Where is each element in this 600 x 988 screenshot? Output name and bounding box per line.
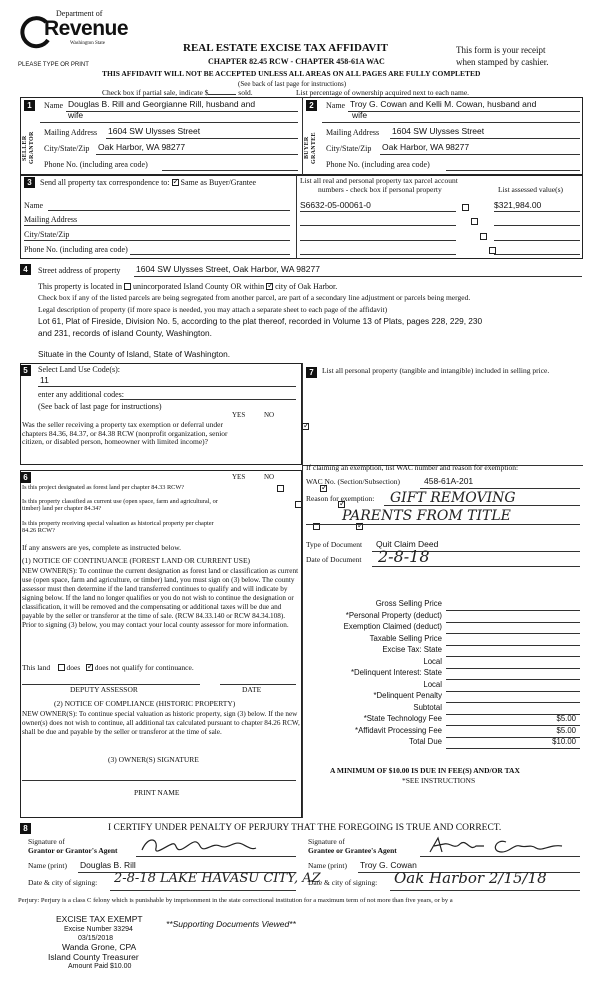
- does-not-checkbox[interactable]: [86, 664, 93, 671]
- notice-1-text: NEW OWNER(S): To continue the current designation as forest land or classification as current use (open space, farm and agriculture, or timber) land, you must sign on (3) below. The county assessor must then determine if the land transferred continues to qualify and will indicate by signing below. If the land no longer qualifies or you do not wish to continue the designation or classification, it will be removed and the compensating or additional taxes will be due and payable by the seller or transferor at the time of sale. (RCW 84.33.140 or RCW 84.34.108). Prior to signing (3) below, you may contact your local county assessor for more information.: [22, 567, 299, 629]
- land-use-field[interactable]: 11: [40, 375, 49, 385]
- doc-date-handwritten[interactable]: 2-8-18: [378, 547, 430, 566]
- grantor-date-handwritten[interactable]: 2-8-18 LAKE HAVASU CITY, AZ: [114, 871, 321, 886]
- logo: [18, 8, 128, 60]
- additional-codes-label: enter any additional codes:: [38, 390, 124, 399]
- buyer-mailing-field[interactable]: 1604 SW Ulysses Street: [392, 126, 485, 136]
- s6-q1-yes-checkbox[interactable]: [277, 485, 284, 492]
- send-label: Send all property tax correspondence to:: [40, 178, 170, 187]
- land-continuance: [22, 664, 194, 673]
- partial-sale-label: Check box if partial sale, indicate $: [102, 88, 209, 97]
- section-8-number: 8: [20, 823, 31, 834]
- stamp-line-5: Island County Treasurer: [48, 952, 139, 962]
- s5-q1-no-checkbox[interactable]: [302, 423, 309, 430]
- located-post: city of Oak Harbor.: [275, 282, 338, 291]
- does-checkbox[interactable]: [58, 664, 65, 671]
- located-line: [38, 282, 337, 291]
- grantee-sig-label-2: Grantee or Grantee's Agent: [308, 846, 397, 855]
- unincorporated-checkbox[interactable]: [124, 283, 131, 290]
- please-type: PLEASE TYPE OR PRINT: [18, 62, 89, 68]
- deputy-assessor: DEPUTY ASSESSOR: [70, 685, 138, 694]
- dept-line2: Revenue: [44, 17, 129, 40]
- seller-city-field[interactable]: Oak Harbor, WA 98277: [98, 142, 186, 152]
- s3-mailing-label: Mailing Address: [24, 215, 78, 224]
- personal-property-checkbox-2[interactable]: [471, 218, 478, 225]
- grantee-name-label: Name (print): [308, 861, 347, 870]
- buyer-side-label: BUYER GRANTEE: [304, 132, 317, 164]
- form-title: REAL ESTATE EXCISE TAX AFFIDAVIT: [183, 42, 388, 54]
- certify-statement: I CERTIFY UNDER PENALTY OF PERJURY THAT THE FOREGOING IS TRUE AND CORRECT.: [108, 823, 502, 833]
- fee-value[interactable]: $5.00: [556, 725, 576, 735]
- fee-label: *State Technology Fee: [363, 714, 442, 723]
- stamp-line-4: Wanda Grone, CPA: [62, 942, 137, 952]
- grantee-sig-label-1: Signature of: [308, 837, 345, 846]
- s3-name-label: Name: [24, 201, 44, 210]
- section-1-number: 1: [24, 100, 35, 111]
- does-label: does: [66, 663, 81, 672]
- s6-no-header: NO: [264, 473, 275, 481]
- parcel-header-1: List all real and personal property tax parcel account: [300, 176, 458, 185]
- seller-side-label: SELLER GRANTOR: [22, 131, 35, 165]
- legal-line-3[interactable]: Situate in the County of Island, State of Washington.: [38, 349, 231, 359]
- buyer-city-field[interactable]: Oak Harbor, WA 98277: [382, 142, 470, 152]
- personal-property-checkbox-3[interactable]: [480, 233, 487, 240]
- back-note: (See back of last page for instructions): [238, 80, 347, 88]
- street-label: Street address of property: [38, 266, 121, 275]
- print-name-label: PRINT NAME: [134, 788, 180, 797]
- wac-label: WAC No. (Section/Subsection): [306, 477, 400, 486]
- buyer-phone-label: Phone No. (including area code): [326, 160, 430, 169]
- seller-name-label: Name: [44, 101, 64, 110]
- stamp-line-3: 03/15/2018: [78, 935, 114, 942]
- perjury-note: Perjury: Perjury is a class C felony which is punishable by imprisonment in the state correctional institution for a maximum term of not more than five years, or by a: [18, 897, 453, 904]
- stamp-line-6: Amount Paid $10.00: [68, 963, 132, 970]
- reason-label: Reason for exemption:: [306, 494, 375, 503]
- grantor-signature[interactable]: [138, 834, 258, 858]
- send-correspondence: [40, 178, 256, 187]
- s5-question-1: Was the seller receiving a property tax exemption or deferral under chapters 84.36, 84.37, or 84.38 RCW (nonprofit organization, senior citizen, or disabled person, homeowner with limited income)?: [22, 420, 228, 447]
- completeness-warning: THIS AFFIDAVIT WILL NOT BE ACCEPTED UNLESS ALL AREAS ON ALL PAGES ARE FULLY COMPLETED: [102, 69, 481, 78]
- fee-label: Total Due: [409, 737, 442, 746]
- this-land-label: This land: [22, 663, 51, 672]
- fee-label: Exemption Claimed (deduct): [343, 622, 442, 631]
- ownership-note: List percentage of ownership acquired next to each name.: [296, 88, 470, 97]
- dept-line1: Department of: [56, 9, 103, 18]
- fee-label: *Affidavit Processing Fee: [355, 725, 442, 735]
- wac-field[interactable]: 458-61A-201: [424, 476, 474, 486]
- s6-question-3: Is this property receiving special valuation as historical property per chapter 84.26 RCW?: [22, 520, 214, 535]
- owner-signature-label: (3) OWNER(S) SIGNATURE: [108, 755, 199, 764]
- s5-yes-header: YES: [232, 411, 246, 419]
- see-instructions: *SEE INSTRUCTIONS: [402, 776, 476, 785]
- segregated-note: Check box if any of the listed parcels are being segregated from another parcel, are part of a secondary line adjustment or parcels being merged.: [38, 293, 471, 302]
- s6-yes-header: YES: [232, 473, 246, 481]
- seller-name-field-2[interactable]: wife: [68, 110, 84, 120]
- fee-value[interactable]: $5.00: [556, 714, 576, 723]
- land-use-label: Select Land Use Code(s):: [38, 365, 120, 374]
- doc-date-label: Date of Document: [306, 555, 362, 564]
- fee-label: Taxable Selling Price: [369, 633, 442, 643]
- same-as-buyer-checkbox[interactable]: [172, 179, 179, 186]
- grantor-date-label: Date & city of signing:: [28, 878, 98, 887]
- s6-question-1: Is this project designated as forest land per chapter 84.33 RCW?: [22, 484, 185, 491]
- section-2-number: 2: [306, 100, 317, 111]
- qualify-label: qualify for continuance.: [121, 663, 194, 672]
- grantor-name-label: Name (print): [28, 861, 67, 870]
- minimum-note: A MINIMUM OF $10.00 IS DUE IN FEE(S) AND/OR TAX: [330, 766, 520, 775]
- partial-sold-label: sold.: [238, 88, 253, 97]
- grantee-signature[interactable]: [426, 834, 566, 858]
- seller-phone-label: Phone No. (including area code): [44, 160, 148, 169]
- legal-line-1[interactable]: Lot 61, Plat of Fireside, Division No. 5, according to the plat thereof, recorded in Volume 13 of Plats, pages 228, 229, 230: [38, 316, 483, 326]
- seller-mailing-field[interactable]: 1604 SW Ulysses Street: [108, 126, 201, 136]
- personal-property-checkbox-4[interactable]: [489, 247, 496, 254]
- exemption-claim-label: If claiming an exemption, list WAC number and reason for exemption:: [306, 463, 519, 472]
- dept-line3: Washington State: [70, 41, 106, 46]
- located-mid: unincorporated Island County OR within: [132, 282, 265, 291]
- assessed-header: List assessed value(s): [498, 185, 563, 194]
- fee-label: Local: [423, 656, 442, 666]
- grantee-name-field[interactable]: Troy G. Cowan: [360, 860, 417, 870]
- assessed-value[interactable]: $321,984.00: [494, 200, 542, 210]
- legal-line-2[interactable]: and 231, records of island County, Washington.: [38, 328, 212, 338]
- fee-value[interactable]: $10.00: [552, 737, 576, 746]
- s3-phone-label: Phone No. (including area code): [24, 245, 128, 254]
- city-checkbox[interactable]: [266, 283, 273, 290]
- fee-label: *Delinquent Penalty: [373, 691, 442, 700]
- section-7-number: 7: [306, 367, 317, 378]
- grantor-name-field[interactable]: Douglas B. Rill: [80, 860, 136, 870]
- assessor-date: DATE: [242, 685, 262, 694]
- street-field[interactable]: 1604 SW Ulysses Street, Oak Harbor, WA 98277: [136, 264, 320, 274]
- legal-label: Legal description of property (if more space is needed, you may attach a separate sheet to each page of the affidavit): [38, 305, 388, 314]
- s5-see-back: (See back of last page for instructions): [38, 402, 162, 411]
- doc-type-field[interactable]: Quit Claim Deed: [376, 539, 439, 549]
- grantee-date-label: Date & city of signing:: [308, 878, 378, 887]
- fee-label: *Personal Property (deduct): [345, 610, 442, 620]
- buyer-city-label: City/State/Zip: [326, 144, 372, 153]
- any-yes-note: If any answers are yes, complete as instructed below.: [22, 543, 182, 552]
- buyer-name-field-2[interactable]: wife: [352, 110, 368, 120]
- doc-type-label: Type of Document: [306, 540, 363, 549]
- fee-label: Gross Selling Price: [375, 599, 442, 608]
- reason-handwritten-2[interactable]: PARENTS FROM TITLE: [342, 508, 511, 524]
- seller-city-label: City/State/Zip: [44, 144, 90, 153]
- notice-2-title: (2) NOTICE OF COMPLIANCE (HISTORIC PROPERTY): [54, 699, 236, 708]
- stamp-line-2: Excise Number 33294: [64, 926, 133, 933]
- parcel-number[interactable]: S6632-05-00061-0: [300, 200, 371, 210]
- buyer-name-label: Name: [326, 101, 346, 110]
- same-as-buyer-label: Same as Buyer/Grantee: [180, 178, 257, 187]
- receipt-note-1: This form is your receipt: [456, 45, 546, 55]
- s6-question-2: Is this property classified as current use (open space, farm and agricultural, or timber) land per chapter 84.34?: [22, 498, 218, 513]
- reason-handwritten-1[interactable]: GIFT REMOVING: [390, 490, 516, 506]
- fee-label: Local: [423, 679, 442, 689]
- section-5: [20, 363, 302, 465]
- form-subtitle: CHAPTER 82.45 RCW - CHAPTER 458-61A WAC: [208, 57, 385, 66]
- fee-label: *Delinquent Interest: State: [350, 668, 442, 677]
- does-not-label: does not: [94, 663, 120, 672]
- seller-mailing-label: Mailing Address: [44, 128, 98, 137]
- buyer-mailing-label: Mailing Address: [326, 128, 380, 137]
- s5-no-header: NO: [264, 411, 275, 419]
- section-3-number: 3: [24, 177, 35, 188]
- fee-label: Subtotal: [413, 702, 442, 712]
- located-pre: This property is located in: [38, 282, 122, 291]
- receipt-note-2: when stamped by cashier.: [456, 57, 549, 67]
- s3-city-label: City/State/Zip: [24, 230, 70, 239]
- supporting-docs-stamp: **Supporting Documents Viewed**: [166, 919, 296, 929]
- section-5-number: 5: [20, 365, 31, 376]
- section-6-number: 6: [20, 472, 31, 483]
- notice-1-title: (1) NOTICE OF CONTINUANCE (FOREST LAND OR CURRENT USE): [22, 556, 251, 565]
- s6-q2-yes-checkbox[interactable]: [295, 501, 302, 508]
- buyer-name-field[interactable]: Troy G. Cowan and Kelli M. Cowan, husband and: [350, 99, 537, 109]
- personal-property-label: List all personal property (tangible and intangible) included in selling price.: [322, 366, 550, 375]
- grantee-date-handwritten[interactable]: Oak Harbor 2/15/18: [394, 869, 547, 887]
- personal-property-checkbox-1[interactable]: [462, 204, 469, 211]
- parcel-header-2: numbers - check box if personal property: [318, 185, 442, 194]
- section-4-number: 4: [20, 264, 31, 275]
- fee-label: Excise Tax: State: [382, 645, 442, 654]
- stamp-line-1: EXCISE TAX EXEMPT: [56, 914, 143, 924]
- grantor-sig-label-2: Grantor or Grantor's Agent: [28, 846, 118, 855]
- grantor-sig-label-1: Signature of: [28, 837, 65, 846]
- seller-name-field[interactable]: Douglas B. Rill and Georgianne Rill, husband and: [68, 99, 256, 109]
- notice-2-text: NEW OWNER(S): To continue special valuation as historic property, sign (3) below. If the new owner(s) does not wish to continue, all additional tax calculated pursuant to chapter 84.26 RCW, shall be due and payable by the seller or transferor at the time of sale.: [22, 710, 300, 736]
